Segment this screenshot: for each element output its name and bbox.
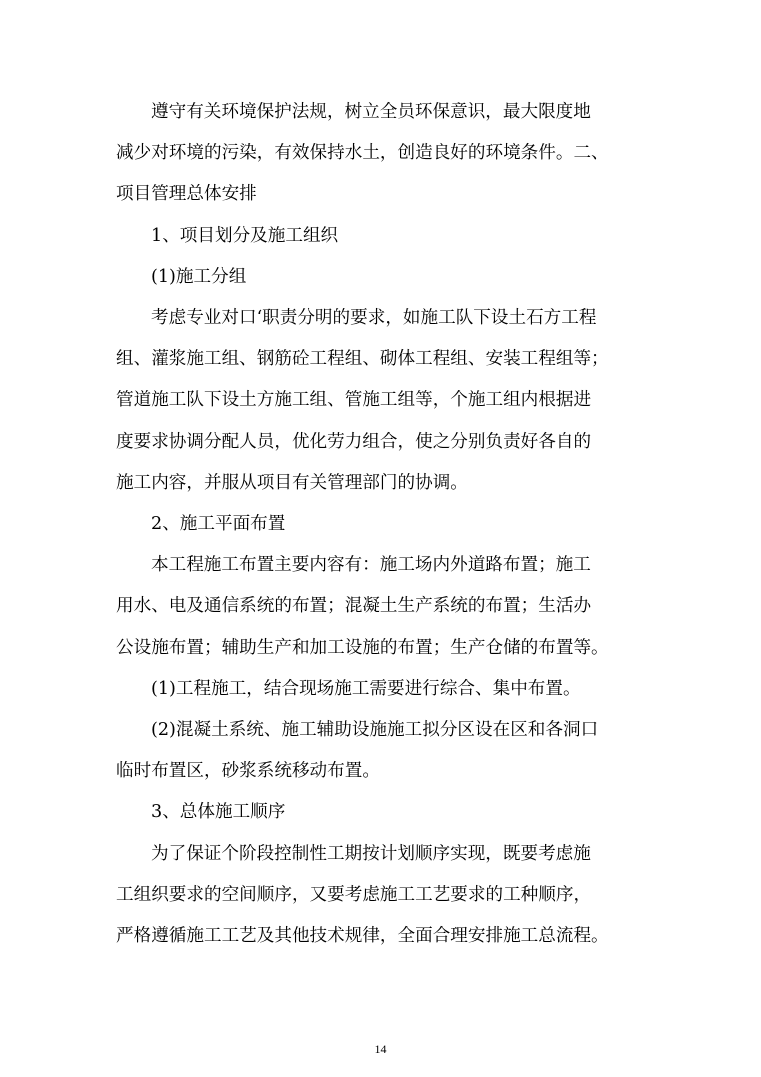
text-line: 用水、电及通信系统的布置；混凝土生产系统的布置；生活办 [116, 596, 592, 617]
text-line: 为了保证个阶段控制性工期按计划顺序实现，既要考虑施 [151, 843, 591, 864]
text-line: 管道施工队下设土方施工组、管施工组等，个施工组内根据进 [116, 390, 592, 411]
section-heading: 项目管理总体安排 [116, 184, 257, 205]
text-line: 度要求协调分配人员，优化劳力组合，使之分别负责好各自的 [116, 431, 592, 452]
text-line: 临时布置区，砂浆系统移动布置。 [116, 761, 380, 782]
text-line: (2)混凝土系统、施工辅助设施施工拟分区设在区和各洞口 [151, 720, 599, 741]
subsection-heading: 3、总体施工顺序 [151, 802, 286, 823]
item-heading: (1)施工分组 [151, 266, 247, 287]
text-line: 公设施布置；辅助生产和加工设施的布置；生产仓储的布置等。 [116, 637, 609, 658]
text-line: 减少对环境的污染，有效保持水土，创造良好的环境条件。二、 [116, 143, 609, 164]
page-content [116, 92, 644, 957]
page-number: 14 [374, 1042, 387, 1056]
text-line: 考虑专业对口‘职责分明的要求，如施工队下设土石方工程 [151, 308, 597, 329]
text-line: 严格遵循施工工艺及其他技术规律，全面合理安排施工总流程。 [116, 926, 609, 947]
subsection-heading: 1、项目划分及施工组织 [151, 225, 339, 246]
text-line: 本工程施工布置主要内容有：施工场内外道路布置；施工 [151, 555, 591, 576]
text-line: 遵守有关环境保护法规，树立全员环保意识，最大限度地 [151, 102, 591, 122]
subsection-heading: 2、施工平面布置 [151, 514, 286, 535]
text-line: 工组织要求的空间顺序，又要考虑施工工艺要求的工种顺序， [116, 884, 592, 905]
text-line: 组、灌浆施工组、钢筋砼工程组、砌体工程组、安装工程组等； [116, 349, 609, 370]
text-line: (1)工程施工，结合现场施工需要进行综合、集中布置。 [151, 678, 581, 699]
text-line: 施工内容，并服从项目有关管理部门的协调。 [116, 472, 468, 493]
